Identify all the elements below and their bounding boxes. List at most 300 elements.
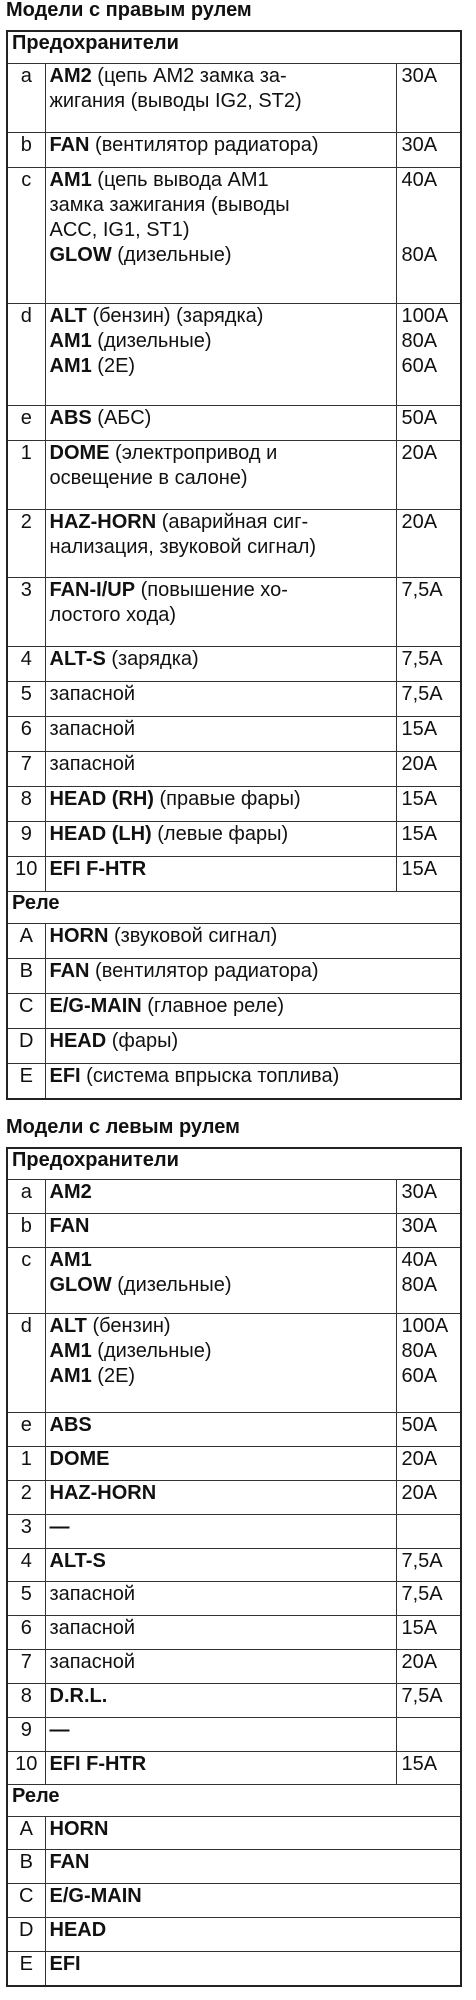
description-line <box>50 1549 393 1574</box>
component-note: запасной <box>49 1651 136 1674</box>
fuse-id: 8 <box>7 786 45 821</box>
fuse-rating <box>401 218 456 243</box>
fuse-id: 4 <box>7 1548 45 1582</box>
relay-row <box>7 923 461 958</box>
description-line <box>50 89 393 114</box>
fuse-rating-cell <box>397 1480 461 1514</box>
fuse-id: 1 <box>7 441 45 510</box>
description-line <box>50 994 457 1019</box>
description-line <box>50 304 393 329</box>
fuse-rating <box>401 1718 456 1743</box>
description-line <box>50 959 457 984</box>
component-name: FAN <box>49 1851 90 1874</box>
relays-header: Реле <box>7 891 461 923</box>
description-line <box>50 133 393 158</box>
component-name: AM2 <box>49 1181 92 1204</box>
fuse-rating-cell <box>397 1717 461 1751</box>
fuse-rating: 7,5A <box>401 682 443 705</box>
fuse-rating-cell <box>397 1314 461 1413</box>
fuse-id: 7 <box>7 751 45 786</box>
fuse-rating: 15A <box>401 1617 438 1640</box>
fuse-id: b <box>7 1214 45 1248</box>
component-name: EFI F-HTR <box>49 857 147 880</box>
fuse-row <box>7 1616 461 1650</box>
fuses-header: Предохранители <box>7 1148 461 1180</box>
relay-id: A <box>7 1816 45 1850</box>
description-line <box>50 441 393 466</box>
component-name: AM1 <box>49 354 92 377</box>
description-cell <box>45 1063 461 1099</box>
fuse-id: 2 <box>7 509 45 578</box>
fuse-id: e <box>7 1413 45 1447</box>
description-line <box>50 1029 457 1054</box>
fuse-row <box>7 303 461 405</box>
fuse-rating-cell <box>397 406 461 441</box>
component-name: HAZ-HORN <box>49 510 157 533</box>
description-line <box>50 1718 393 1743</box>
fuse-rating-cell <box>397 716 461 751</box>
fuse-id: c <box>7 1248 45 1314</box>
fuses-header-row <box>7 31 461 64</box>
fuse-id: e <box>7 406 45 441</box>
description-cell <box>45 1616 397 1650</box>
description-cell <box>45 1717 397 1751</box>
description-cell <box>45 303 397 405</box>
fuse-id: 5 <box>7 1582 45 1616</box>
lhd-title: Модели с левым рулем <box>6 1116 240 1138</box>
description-line <box>50 1248 393 1273</box>
fuse-rating-cell <box>397 168 461 304</box>
fuse-row <box>7 646 461 681</box>
fuse-rating: 20A <box>401 752 438 775</box>
fuse-id: 9 <box>7 821 45 856</box>
fuse-rating: 15A <box>401 822 438 845</box>
description-cell <box>45 1850 461 1884</box>
component-note: (левые фары) <box>151 822 289 845</box>
description-cell <box>45 168 397 304</box>
fuse-id: 10 <box>7 856 45 891</box>
description-cell <box>45 441 397 510</box>
component-note: (зарядка) <box>105 647 199 670</box>
description-line <box>50 1180 393 1205</box>
fuse-row <box>7 786 461 821</box>
fuse-id: 1 <box>7 1447 45 1481</box>
fuse-rating-cell <box>397 786 461 821</box>
description-line <box>50 354 393 379</box>
fuse-rating: 7,5A <box>401 1684 443 1707</box>
fuse-row <box>7 751 461 786</box>
component-note: (звуковой сигнал) <box>108 924 278 947</box>
component-name: GLOW <box>49 1274 112 1297</box>
description-line <box>50 1616 393 1641</box>
fuse-rating: 80A <box>401 329 438 352</box>
fuse-rating: 30A <box>401 1215 438 1238</box>
fuses-header: Предохранители <box>7 31 461 64</box>
fuse-rating-cell <box>397 1548 461 1582</box>
description-line <box>50 857 393 882</box>
fuse-rating: 100A <box>401 304 449 327</box>
component-note: (вентилятор радиатора) <box>89 134 319 157</box>
component-name: HAZ-HORN <box>49 1481 157 1504</box>
fuse-row <box>7 856 461 891</box>
component-name: HORN <box>49 924 109 947</box>
fuse-row <box>7 64 461 133</box>
fuse-id: d <box>7 1314 45 1413</box>
fuse-rating: 7,5A <box>401 1583 443 1606</box>
description-line <box>50 787 393 812</box>
component-name: ABS <box>49 1414 92 1437</box>
component-name: ALT-S <box>49 647 106 670</box>
description-line <box>50 64 393 89</box>
fuse-rating-cell <box>397 1616 461 1650</box>
description-cell <box>45 1650 397 1684</box>
component-name: E/G-MAIN <box>49 994 142 1017</box>
component-name: AM1 <box>49 1249 92 1272</box>
fuse-rating-cell <box>397 1413 461 1447</box>
component-note: (правые фары) <box>153 787 301 810</box>
fuse-rating: 20A <box>401 1481 438 1504</box>
fuse-rating-cell <box>397 1180 461 1214</box>
relay-row <box>7 1063 461 1099</box>
description-cell <box>45 1480 397 1514</box>
fuse-row <box>7 1683 461 1717</box>
description-line <box>50 924 457 949</box>
description-line <box>50 1850 457 1875</box>
description-line <box>50 406 393 431</box>
description-cell <box>45 1314 397 1413</box>
component-name: HEAD <box>49 1029 107 1052</box>
lhd-fuse-table <box>6 1147 462 1987</box>
component-name: — <box>49 1718 70 1741</box>
description-line <box>50 1918 457 1943</box>
fuse-id: 8 <box>7 1683 45 1717</box>
description-cell <box>45 993 461 1028</box>
fuse-id: a <box>7 64 45 133</box>
description-line <box>50 1884 457 1909</box>
component-note: (аварийная сиг- <box>156 510 309 533</box>
relay-id: B <box>7 1850 45 1884</box>
description-cell <box>45 1413 397 1447</box>
component-note: (дизельные) <box>111 244 232 267</box>
fuse-rating-cell <box>397 856 461 891</box>
relay-row <box>7 1951 461 1986</box>
fuse-id: 4 <box>7 646 45 681</box>
fuse-rating: 50A <box>401 407 438 430</box>
fuse-row <box>7 406 461 441</box>
fuse-row <box>7 1447 461 1481</box>
component-note: лостого хода) <box>49 604 177 627</box>
component-name: EFI <box>49 1952 81 1975</box>
description-line <box>50 1952 457 1977</box>
description-cell <box>45 1582 397 1616</box>
fuse-row <box>7 1314 461 1413</box>
component-name: AM1 <box>49 169 92 192</box>
description-line <box>50 1515 393 1540</box>
component-name: FAN <box>49 1215 90 1238</box>
fuse-row <box>7 1248 461 1314</box>
fuse-rating: 80A <box>401 244 438 267</box>
fuse-rating: 30A <box>401 1181 438 1204</box>
fuse-row <box>7 1548 461 1582</box>
description-line <box>50 1339 393 1364</box>
component-note: замка зажигания (выводы <box>49 194 290 217</box>
component-note: нализация, звуковой сигнал) <box>49 535 317 558</box>
component-note: запасной <box>49 752 136 775</box>
component-note: (повышение хо- <box>135 579 288 602</box>
fuse-rating <box>401 193 456 218</box>
fuse-rating-cell <box>397 1582 461 1616</box>
description-cell <box>45 64 397 133</box>
description-line <box>50 1413 393 1438</box>
description-cell <box>45 751 397 786</box>
fuse-rating: 20A <box>401 1651 438 1674</box>
fuse-row <box>7 1650 461 1684</box>
fuse-row <box>7 821 461 856</box>
component-note: (дизельные) <box>91 329 212 352</box>
fuse-id: 7 <box>7 1650 45 1684</box>
description-cell <box>45 716 397 751</box>
fuse-rating: 15A <box>401 857 438 880</box>
fuse-row <box>7 509 461 578</box>
description-cell <box>45 646 397 681</box>
component-name: ALT <box>49 304 87 327</box>
description-cell <box>45 681 397 716</box>
component-name: EFI F-HTR <box>49 1752 147 1775</box>
description-line <box>50 1214 393 1239</box>
description-line <box>50 1817 457 1842</box>
description-cell <box>45 1248 397 1314</box>
description-cell <box>45 1214 397 1248</box>
description-line <box>50 193 393 218</box>
fuse-row <box>7 1751 461 1785</box>
description-line <box>50 466 393 491</box>
fuse-rating: 7,5A <box>401 1549 443 1572</box>
fuse-id: 10 <box>7 1751 45 1785</box>
description-cell <box>45 1951 461 1986</box>
fuse-rating: 30A <box>401 134 438 157</box>
description-line <box>50 1064 457 1089</box>
component-name: EFI <box>49 1064 81 1087</box>
description-cell <box>45 1447 397 1481</box>
relay-row <box>7 1850 461 1884</box>
component-name: FAN <box>49 959 90 982</box>
relays-header-row <box>7 1785 461 1816</box>
component-name: HORN <box>49 1817 109 1840</box>
relay-row <box>7 1918 461 1952</box>
fuse-row <box>7 168 461 304</box>
description-cell <box>45 1816 461 1850</box>
description-cell <box>45 1028 461 1063</box>
fuse-rating <box>401 1515 456 1540</box>
fuse-rating: 15A <box>401 717 438 740</box>
fuse-rating-cell <box>397 441 461 510</box>
fuse-rating: 15A <box>401 1752 438 1775</box>
relay-id: D <box>7 1918 45 1952</box>
fuse-row <box>7 133 461 168</box>
fuse-rating-cell <box>397 681 461 716</box>
fuse-row <box>7 681 461 716</box>
component-note: (система впрыска топлива) <box>80 1064 340 1087</box>
description-line <box>50 1481 393 1506</box>
relay-row <box>7 1028 461 1063</box>
relay-id: E <box>7 1951 45 1986</box>
component-name: HEAD (RH) <box>49 787 154 810</box>
description-line <box>50 1273 393 1298</box>
fuse-id: 6 <box>7 1616 45 1650</box>
description-cell <box>45 821 397 856</box>
description-line <box>50 578 393 603</box>
fuse-row <box>7 1180 461 1214</box>
description-line <box>50 682 393 707</box>
component-name: ALT <box>49 1315 87 1338</box>
description-line <box>50 510 393 535</box>
description-line <box>50 218 393 243</box>
fuse-rating-cell <box>397 133 461 168</box>
relay-row <box>7 958 461 993</box>
fuse-rating: 40A <box>401 169 438 192</box>
fuse-rating: 7,5A <box>401 647 443 670</box>
fuse-row <box>7 1413 461 1447</box>
fuse-rating: 20A <box>401 1448 438 1471</box>
component-name: ALT-S <box>49 1549 106 1572</box>
description-line <box>50 752 393 777</box>
description-line <box>50 1364 393 1389</box>
component-name: DOME <box>49 1448 110 1471</box>
description-line <box>50 1314 393 1339</box>
component-note: (бензин) (зарядка) <box>86 304 264 327</box>
description-cell <box>45 1180 397 1214</box>
component-note: (бензин) <box>86 1315 171 1338</box>
description-line <box>50 1582 393 1607</box>
description-line <box>50 1650 393 1675</box>
fuse-row <box>7 1214 461 1248</box>
fuse-rating: 60A <box>401 1365 438 1388</box>
fuse-row <box>7 1582 461 1616</box>
description-line <box>50 1447 393 1472</box>
fuse-rating: 7,5A <box>401 579 443 602</box>
description-line <box>50 535 393 560</box>
fuse-id: d <box>7 303 45 405</box>
description-cell <box>45 786 397 821</box>
component-name: FAN <box>49 134 90 157</box>
component-name: DOME <box>49 442 110 465</box>
fuse-id: 5 <box>7 681 45 716</box>
rhd-fuse-table <box>6 30 462 1100</box>
description-cell <box>45 1918 461 1952</box>
fuse-rating-cell <box>397 1447 461 1481</box>
fuse-rating-cell <box>397 646 461 681</box>
component-name: AM1 <box>49 1365 92 1388</box>
fuse-rating-cell <box>397 1650 461 1684</box>
description-cell <box>45 923 461 958</box>
fuse-rating-cell <box>397 1514 461 1548</box>
component-name: FAN-I/UP <box>49 579 136 602</box>
description-cell <box>45 509 397 578</box>
description-line <box>50 822 393 847</box>
relays-header-row <box>7 891 461 923</box>
fuse-id: c <box>7 168 45 304</box>
component-note: запасной <box>49 682 136 705</box>
component-name: AM1 <box>49 329 92 352</box>
fuse-id: 6 <box>7 716 45 751</box>
component-note: (цепь AM2 замка за- <box>91 65 287 88</box>
component-name: D.R.L. <box>49 1684 108 1707</box>
fuse-id: 9 <box>7 1717 45 1751</box>
component-note: освещение в салоне) <box>49 467 248 490</box>
description-cell <box>45 406 397 441</box>
component-name: HEAD (LH) <box>49 822 152 845</box>
component-note: (2E) <box>91 354 136 377</box>
component-note: (фары) <box>106 1029 179 1052</box>
component-note: запасной <box>49 1617 136 1640</box>
description-cell <box>45 1884 461 1918</box>
fuse-rating: 30A <box>401 65 438 88</box>
description-cell <box>45 133 397 168</box>
relay-row <box>7 1816 461 1850</box>
fuse-rating-cell <box>397 578 461 647</box>
fuse-id: 2 <box>7 1480 45 1514</box>
fuse-rating-cell <box>397 1248 461 1314</box>
component-name: AM2 <box>49 65 92 88</box>
fuse-rating-cell <box>397 821 461 856</box>
relay-id: C <box>7 1884 45 1918</box>
description-cell <box>45 578 397 647</box>
description-line <box>50 647 393 672</box>
fuse-id: 3 <box>7 1514 45 1548</box>
description-cell <box>45 1548 397 1582</box>
fuse-row <box>7 1717 461 1751</box>
component-note: (цепь вывода AM1 <box>91 169 269 192</box>
relay-id: B <box>7 958 45 993</box>
description-line <box>50 243 393 268</box>
component-note: (АБС) <box>91 407 152 430</box>
relay-id: A <box>7 923 45 958</box>
component-note: (дизельные) <box>91 1340 212 1363</box>
fuse-row <box>7 716 461 751</box>
component-note: жигания (выводы IG2, ST2) <box>49 90 302 113</box>
fuse-row <box>7 1514 461 1548</box>
component-note: (2E) <box>91 1365 136 1388</box>
description-line <box>50 168 393 193</box>
component-note: (электропривод и <box>109 442 278 465</box>
component-name: — <box>49 1515 70 1538</box>
fuse-row <box>7 578 461 647</box>
component-note: (главное реле) <box>141 994 285 1017</box>
fuse-rating-cell <box>397 509 461 578</box>
description-line <box>50 717 393 742</box>
relay-row <box>7 993 461 1028</box>
component-name: GLOW <box>49 244 112 267</box>
fuse-rating-cell <box>397 751 461 786</box>
component-note: (вентилятор радиатора) <box>89 959 319 982</box>
relay-id: E <box>7 1063 45 1099</box>
component-name: E/G-MAIN <box>49 1885 142 1908</box>
fuse-rating: 100A <box>401 1315 449 1338</box>
component-name: AM1 <box>49 1340 92 1363</box>
fuses-header-row <box>7 1148 461 1180</box>
description-line <box>50 1752 393 1777</box>
fuse-id: b <box>7 133 45 168</box>
relays-header: Реле <box>7 1785 461 1816</box>
component-name: HEAD <box>49 1919 107 1942</box>
fuse-rating-cell <box>397 64 461 133</box>
fuse-rating: 15A <box>401 787 438 810</box>
relay-id: C <box>7 993 45 1028</box>
fuse-id: 3 <box>7 578 45 647</box>
fuse-rating-cell <box>397 1683 461 1717</box>
description-cell <box>45 958 461 993</box>
fuse-id: a <box>7 1180 45 1214</box>
